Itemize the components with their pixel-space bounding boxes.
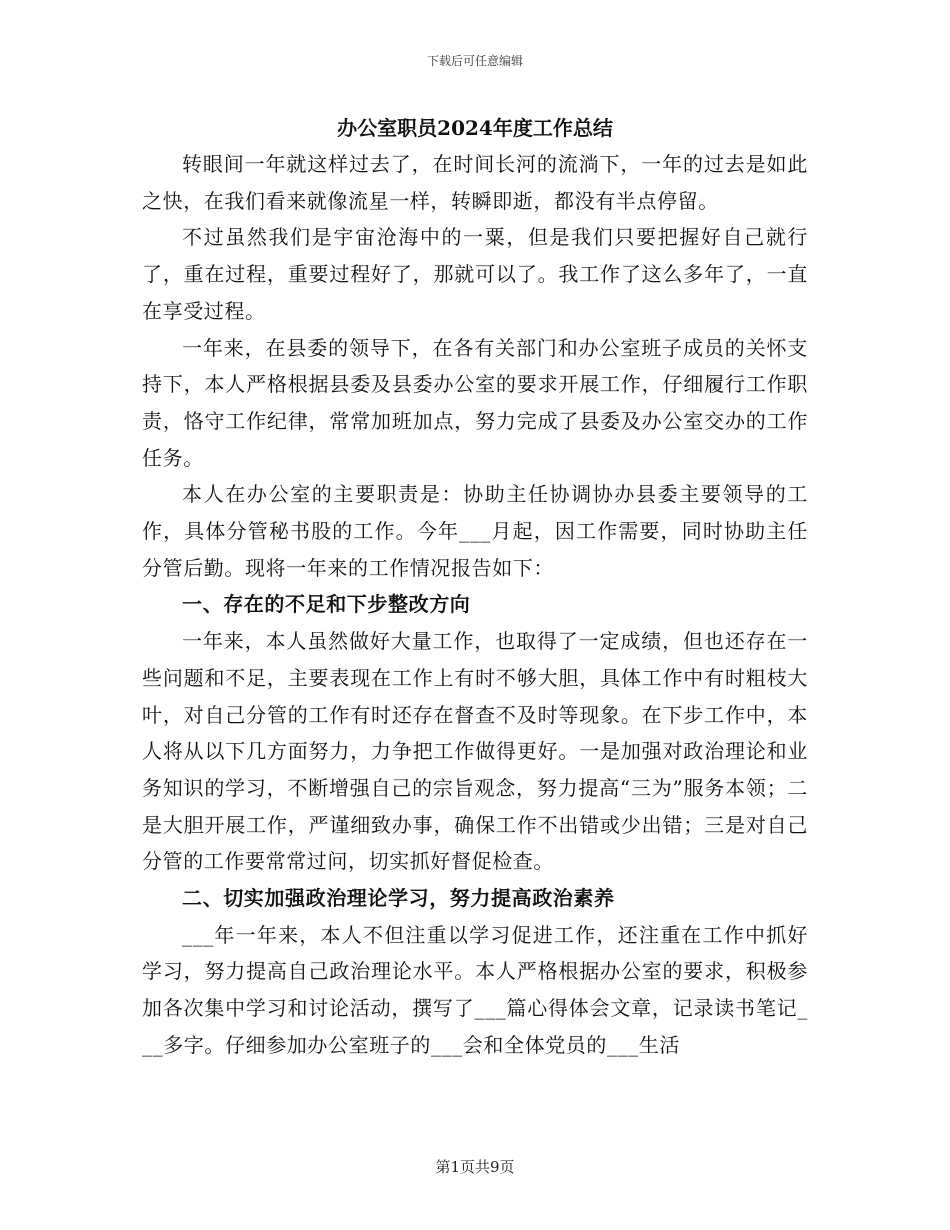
paragraph-intro-4: 本人在办公室的主要职责是：协助主任协调协办县委主要领导的工作，具体分管秘书股的工作。今年___月起，因工作需要，同时协助主任分管后勤。现将一年来的工作情况报告如下：: [142, 482, 808, 580]
section-heading-2: 二、切实加强政治理论学习，努力提高政治素养: [182, 886, 615, 911]
page-number: 第1页共9页: [435, 1158, 515, 1176]
page-header-note: 下载后可任意编辑: [426, 54, 523, 68]
document-title: 办公室职员2024年度工作总结: [337, 116, 613, 140]
section-heading-1: 一、存在的不足和下步整改方向: [182, 592, 471, 617]
section-paragraph-1: 一年来，本人虽然做好大量工作，也取得了一定成绩，但也还存在一些问题和不足，主要表现在工作上有时不够大胆，具体工作中有时粗枝大叶，对自己分管的工作有时还存在督查不及时等现象。在下步工作中，本人将从以下几方面努力，力争把工作做得更好。一是加强对政治理论和业务知识的学习，不断增强自己的宗旨观念，努力提高“三为”服务本领；二是大胆开展工作，严谨细致办事，确保工作不出错或少出错；三是对自己分管的工作要常常过问，切实抓好督促检查。: [142, 629, 808, 874]
paragraph-intro-1: 转眼间一年就这样过去了，在时间长河的流淌下，一年的过去是如此之快，在我们看来就像流星一样，转瞬即逝，都没有半点停留。: [142, 152, 808, 213]
paragraph-intro-2: 不过虽然我们是宇宙沧海中的一粟，但是我们只要把握好自己就行了，重在过程，重要过程好了，那就可以了。我工作了这么多年了，一直在享受过程。: [142, 225, 808, 323]
paragraph-intro-3: 一年来，在县委的领导下，在各有关部门和办公室班子成员的关怀支持下，本人严格根据县委及县委办公室的要求开展工作，仔细履行工作职责，恪守工作纪律，常常加班加点，努力完成了县委及办公室交办的工作任务。: [142, 335, 808, 470]
document-body: [142, 110, 808, 1064]
section-paragraph-2: ___年一年来，本人不但注重以学习促进工作，还注重在工作中抓好学习，努力提高自己政治理论水平。本人严格根据办公室的要求，积极参加各次集中学习和讨论活动，撰写了___篇心得体会文章，记录读书笔记___多字。仔细参加办公室班子的___会和全体党员的___生活: [142, 922, 808, 1057]
